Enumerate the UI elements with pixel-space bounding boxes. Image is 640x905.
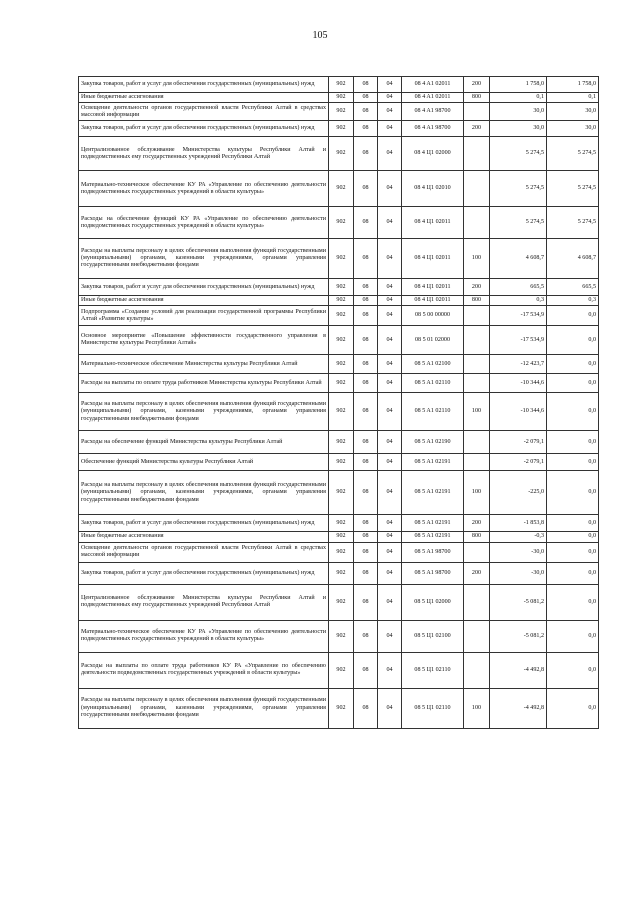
table-row [79, 562, 599, 584]
row-amount-2: 0,0 [547, 532, 599, 542]
row-subsection-code: 04 [378, 137, 402, 171]
row-amount-1: 4 608,7 [490, 239, 547, 279]
row-target-article-code: 08 5 A1 02191 [402, 515, 464, 532]
row-target-article-code: 08 4 Ц1 02011 [402, 279, 464, 296]
row-amount-2: 0,0 [547, 542, 599, 562]
row-section-code: 08 [354, 355, 378, 374]
row-amount-2: 30,0 [547, 121, 599, 137]
row-subsection-code: 04 [378, 688, 402, 728]
row-expense-type-code: 800 [464, 532, 490, 542]
row-target-article-code: 08 4 A1 02011 [402, 77, 464, 93]
row-amount-2: 4 608,7 [547, 239, 599, 279]
row-amount-1: -5 081,2 [490, 620, 547, 652]
row-grbs-code: 902 [329, 393, 354, 431]
row-amount-2: 0,0 [547, 393, 599, 431]
row-name: Расходы на обеспечение функций Министерства культуры Республики Алтай [79, 431, 329, 454]
table-row [79, 584, 599, 620]
row-amount-2: 5 274,5 [547, 137, 599, 171]
row-expense-type-code: 200 [464, 77, 490, 93]
row-name: Закупка товаров, работ и услуг для обеспечения государственных (муниципальных) нужд [79, 77, 329, 93]
row-grbs-code: 902 [329, 355, 354, 374]
row-name: Расходы на выплаты персоналу в целях обеспечения выполнения функций государственными (муниципальными) органами, казенными учреждениями, органами управления государственными внебюджетными фондами [79, 393, 329, 431]
row-subsection-code: 04 [378, 326, 402, 355]
row-section-code: 08 [354, 471, 378, 515]
row-amount-1: 665,5 [490, 279, 547, 296]
row-section-code: 08 [354, 93, 378, 103]
table-row [79, 239, 599, 279]
row-section-code: 08 [354, 584, 378, 620]
row-name: Освещение деятельности органов государственной власти Республики Алтай в средствах массовой информации [79, 542, 329, 562]
row-amount-2: 0,0 [547, 374, 599, 393]
row-grbs-code: 902 [329, 121, 354, 137]
row-section-code: 08 [354, 454, 378, 471]
row-expense-type-code [464, 207, 490, 239]
budget-table-body [79, 77, 599, 729]
row-grbs-code: 902 [329, 562, 354, 584]
row-name: Расходы на обеспечение функций КУ РА «Управление по обеспечению деятельности подведомственных государственных учреждений в области культуры» [79, 207, 329, 239]
row-expense-type-code [464, 652, 490, 688]
table-row [79, 355, 599, 374]
row-expense-type-code [464, 584, 490, 620]
row-subsection-code: 04 [378, 454, 402, 471]
row-section-code: 08 [354, 515, 378, 532]
row-expense-type-code [464, 620, 490, 652]
row-subsection-code: 04 [378, 171, 402, 207]
row-target-article-code: 08 5 A1 02191 [402, 454, 464, 471]
row-subsection-code: 04 [378, 431, 402, 454]
row-expense-type-code [464, 171, 490, 207]
row-grbs-code: 902 [329, 279, 354, 296]
row-amount-1: 30,0 [490, 103, 547, 121]
row-section-code: 08 [354, 688, 378, 728]
row-amount-1: 5 274,5 [490, 171, 547, 207]
table-row [79, 454, 599, 471]
row-target-article-code: 08 4 A1 02011 [402, 93, 464, 103]
row-subsection-code: 04 [378, 306, 402, 326]
row-expense-type-code: 200 [464, 562, 490, 584]
row-target-article-code: 08 5 A1 02191 [402, 471, 464, 515]
row-amount-2: 0,0 [547, 584, 599, 620]
row-grbs-code: 902 [329, 77, 354, 93]
row-name: Иные бюджетные ассигнования [79, 93, 329, 103]
row-grbs-code: 902 [329, 93, 354, 103]
row-name: Освещение деятельности органов государственной власти Республики Алтай в средствах массовой информации [79, 103, 329, 121]
row-grbs-code: 902 [329, 326, 354, 355]
row-section-code: 08 [354, 296, 378, 306]
row-section-code: 08 [354, 207, 378, 239]
row-target-article-code: 08 5 A1 02190 [402, 431, 464, 454]
row-amount-1: -30,0 [490, 542, 547, 562]
row-subsection-code: 04 [378, 279, 402, 296]
table-row [79, 279, 599, 296]
row-amount-1: 30,0 [490, 121, 547, 137]
row-subsection-code: 04 [378, 620, 402, 652]
row-grbs-code: 902 [329, 306, 354, 326]
row-amount-1: 5 274,5 [490, 207, 547, 239]
row-name: Иные бюджетные ассигнования [79, 296, 329, 306]
row-section-code: 08 [354, 562, 378, 584]
table-row [79, 471, 599, 515]
row-section-code: 08 [354, 239, 378, 279]
row-amount-1: 1 758,0 [490, 77, 547, 93]
row-target-article-code: 08 4 Ц1 02011 [402, 296, 464, 306]
row-name: Закупка товаров, работ и услуг для обеспечения государственных (муниципальных) нужд [79, 515, 329, 532]
row-subsection-code: 04 [378, 239, 402, 279]
row-subsection-code: 04 [378, 652, 402, 688]
row-name: Материально-техническое обеспечение КУ РА «Управление по обеспечению деятельности подведомственных государственных учреждений в области культуры» [79, 620, 329, 652]
row-subsection-code: 04 [378, 121, 402, 137]
row-name: Материально-техническое обеспечение КУ РА «Управление по обеспечению деятельности подведомственных государственных учреждений в области культуры» [79, 171, 329, 207]
row-target-article-code: 08 5 A1 98700 [402, 562, 464, 584]
row-amount-2: 0,0 [547, 306, 599, 326]
row-target-article-code: 08 4 Ц1 02011 [402, 207, 464, 239]
row-name: Расходы на выплаты по оплате труда работников КУ РА «Управление по обеспечению деятельности подведомственных государственных учреждений в области культуры» [79, 652, 329, 688]
row-amount-2: 0,0 [547, 431, 599, 454]
row-expense-type-code: 200 [464, 121, 490, 137]
row-target-article-code: 08 4 Ц1 02011 [402, 239, 464, 279]
row-name: Основное мероприятие «Повышение эффективности государственного управления в Министерстве культуры Республики Алтай» [79, 326, 329, 355]
row-expense-type-code: 800 [464, 93, 490, 103]
row-name: Подпрограмма «Создание условий для реализации государственной программы Республики Алтай «Развитие культуры» [79, 306, 329, 326]
page-number: 105 [312, 30, 328, 41]
row-expense-type-code [464, 137, 490, 171]
table-row [79, 374, 599, 393]
row-name: Иные бюджетные ассигнования [79, 532, 329, 542]
row-grbs-code: 902 [329, 431, 354, 454]
table-row [79, 393, 599, 431]
row-target-article-code: 08 5 A1 02191 [402, 532, 464, 542]
row-amount-2: 5 274,5 [547, 171, 599, 207]
row-target-article-code: 08 5 Ц1 02110 [402, 652, 464, 688]
row-amount-2: 0,0 [547, 515, 599, 532]
row-target-article-code: 08 5 A1 02110 [402, 374, 464, 393]
row-expense-type-code [464, 431, 490, 454]
row-expense-type-code: 200 [464, 515, 490, 532]
row-subsection-code: 04 [378, 471, 402, 515]
table-row [79, 207, 599, 239]
row-section-code: 08 [354, 620, 378, 652]
row-expense-type-code: 100 [464, 471, 490, 515]
row-amount-1: -5 081,2 [490, 584, 547, 620]
row-name: Закупка товаров, работ и услуг для обеспечения государственных (муниципальных) нужд [79, 279, 329, 296]
row-amount-1: -30,0 [490, 562, 547, 584]
row-subsection-code: 04 [378, 355, 402, 374]
row-grbs-code: 902 [329, 454, 354, 471]
row-subsection-code: 04 [378, 532, 402, 542]
row-section-code: 08 [354, 77, 378, 93]
row-amount-1: 0,3 [490, 296, 547, 306]
table-row [79, 532, 599, 542]
row-target-article-code: 08 5 Ц1 02110 [402, 688, 464, 728]
row-expense-type-code [464, 326, 490, 355]
table-row [79, 77, 599, 93]
table-row [79, 431, 599, 454]
row-expense-type-code [464, 355, 490, 374]
row-amount-1: -0,3 [490, 532, 547, 542]
row-amount-1: -17 534,9 [490, 326, 547, 355]
row-amount-1: -10 344,6 [490, 393, 547, 431]
row-target-article-code: 08 5 Ц1 02100 [402, 620, 464, 652]
row-amount-2: 0,0 [547, 688, 599, 728]
table-row [79, 296, 599, 306]
row-target-article-code: 08 5 01 02000 [402, 326, 464, 355]
row-expense-type-code: 100 [464, 688, 490, 728]
row-section-code: 08 [354, 306, 378, 326]
row-target-article-code: 08 4 Ц1 02000 [402, 137, 464, 171]
row-name: Централизованное обслуживание Министерства культуры Республики Алтай и подведомственных ему государственных учреждений Республики Алтай [79, 584, 329, 620]
row-subsection-code: 04 [378, 93, 402, 103]
row-grbs-code: 902 [329, 103, 354, 121]
row-section-code: 08 [354, 171, 378, 207]
row-subsection-code: 04 [378, 103, 402, 121]
row-expense-type-code: 800 [464, 296, 490, 306]
row-amount-1: -10 344,6 [490, 374, 547, 393]
row-section-code: 08 [354, 326, 378, 355]
row-subsection-code: 04 [378, 393, 402, 431]
row-amount-1: 5 274,5 [490, 137, 547, 171]
row-section-code: 08 [354, 121, 378, 137]
row-amount-2: 30,0 [547, 103, 599, 121]
row-grbs-code: 902 [329, 471, 354, 515]
row-section-code: 08 [354, 393, 378, 431]
row-amount-2: 0,0 [547, 454, 599, 471]
row-grbs-code: 902 [329, 374, 354, 393]
row-target-article-code: 08 5 A1 98700 [402, 542, 464, 562]
table-row [79, 652, 599, 688]
row-grbs-code: 902 [329, 688, 354, 728]
row-subsection-code: 04 [378, 374, 402, 393]
row-target-article-code: 08 4 A1 98700 [402, 103, 464, 121]
row-amount-1: -2 079,1 [490, 431, 547, 454]
row-name: Централизованное обслуживание Министерства культуры Республики Алтай и подведомственных ему государственных учреждений Республики Алтай [79, 137, 329, 171]
row-amount-1: -17 534,9 [490, 306, 547, 326]
row-amount-2: 0,1 [547, 93, 599, 103]
row-expense-type-code [464, 306, 490, 326]
row-expense-type-code [464, 103, 490, 121]
table-row [79, 103, 599, 121]
row-name: Обеспечение функций Министерства культуры Республики Алтай [79, 454, 329, 471]
row-subsection-code: 04 [378, 207, 402, 239]
row-amount-2: 665,5 [547, 279, 599, 296]
row-target-article-code: 08 5 A1 02110 [402, 393, 464, 431]
row-name: Расходы на выплаты персоналу в целях обеспечения выполнения функций государственными (муниципальными) органами, казенными учреждениями, органами управления государственными внебюджетными фондами [79, 688, 329, 728]
row-grbs-code: 902 [329, 515, 354, 532]
row-amount-2: 0,0 [547, 620, 599, 652]
row-subsection-code: 04 [378, 296, 402, 306]
table-row [79, 542, 599, 562]
row-target-article-code: 08 5 00 00000 [402, 306, 464, 326]
row-grbs-code: 902 [329, 542, 354, 562]
row-amount-2: 0,0 [547, 355, 599, 374]
row-name: Расходы на выплаты персоналу в целях обеспечения выполнения функций государственными (муниципальными) органами, казенными учреждениями, органами управления государственными внебюджетными фондами [79, 239, 329, 279]
row-subsection-code: 04 [378, 515, 402, 532]
row-grbs-code: 902 [329, 207, 354, 239]
table-row [79, 121, 599, 137]
row-grbs-code: 902 [329, 652, 354, 688]
row-subsection-code: 04 [378, 562, 402, 584]
row-grbs-code: 902 [329, 239, 354, 279]
row-expense-type-code: 100 [464, 239, 490, 279]
row-section-code: 08 [354, 279, 378, 296]
row-amount-1: -2 079,1 [490, 454, 547, 471]
row-name: Расходы на выплаты персоналу в целях обеспечения выполнения функций государственными (муниципальными) органами, казенными учреждениями, органами управления государственными внебюджетными фондами [79, 471, 329, 515]
row-name: Закупка товаров, работ и услуг для обеспечения государственных (муниципальных) нужд [79, 562, 329, 584]
row-target-article-code: 08 5 Ц1 02000 [402, 584, 464, 620]
row-amount-1: 0,1 [490, 93, 547, 103]
table-row [79, 93, 599, 103]
row-name: Расходы на выплаты по оплате труда работников Министерства культуры Республики Алтай [79, 374, 329, 393]
row-amount-1: -1 853,8 [490, 515, 547, 532]
row-subsection-code: 04 [378, 542, 402, 562]
row-grbs-code: 902 [329, 137, 354, 171]
row-amount-2: 0,0 [547, 326, 599, 355]
row-target-article-code: 08 5 A1 02100 [402, 355, 464, 374]
table-row [79, 620, 599, 652]
table-row [79, 515, 599, 532]
row-section-code: 08 [354, 652, 378, 688]
row-section-code: 08 [354, 374, 378, 393]
table-row [79, 137, 599, 171]
row-amount-2: 0,0 [547, 652, 599, 688]
row-amount-1: -225,0 [490, 471, 547, 515]
row-expense-type-code: 100 [464, 393, 490, 431]
row-grbs-code: 902 [329, 171, 354, 207]
row-amount-1: -4 492,8 [490, 688, 547, 728]
table-row [79, 326, 599, 355]
row-expense-type-code [464, 374, 490, 393]
row-subsection-code: 04 [378, 77, 402, 93]
row-amount-1: -4 492,8 [490, 652, 547, 688]
row-expense-type-code [464, 542, 490, 562]
table-row [79, 688, 599, 728]
row-section-code: 08 [354, 431, 378, 454]
row-amount-2: 5 274,5 [547, 207, 599, 239]
budget-table [78, 76, 599, 729]
row-amount-2: 0,3 [547, 296, 599, 306]
row-amount-2: 1 758,0 [547, 77, 599, 93]
row-subsection-code: 04 [378, 584, 402, 620]
row-name: Материально-техническое обеспечение Министерства культуры Республики Алтай [79, 355, 329, 374]
row-expense-type-code: 200 [464, 279, 490, 296]
row-section-code: 08 [354, 137, 378, 171]
row-amount-2: 0,0 [547, 562, 599, 584]
row-section-code: 08 [354, 532, 378, 542]
row-name: Закупка товаров, работ и услуг для обеспечения государственных (муниципальных) нужд [79, 121, 329, 137]
row-grbs-code: 902 [329, 532, 354, 542]
row-amount-1: -12 423,7 [490, 355, 547, 374]
row-amount-2: 0,0 [547, 471, 599, 515]
row-grbs-code: 902 [329, 620, 354, 652]
table-row [79, 306, 599, 326]
row-grbs-code: 902 [329, 296, 354, 306]
table-row [79, 171, 599, 207]
row-expense-type-code [464, 454, 490, 471]
row-grbs-code: 902 [329, 584, 354, 620]
row-section-code: 08 [354, 542, 378, 562]
row-target-article-code: 08 4 A1 98700 [402, 121, 464, 137]
row-target-article-code: 08 4 Ц1 02010 [402, 171, 464, 207]
row-section-code: 08 [354, 103, 378, 121]
